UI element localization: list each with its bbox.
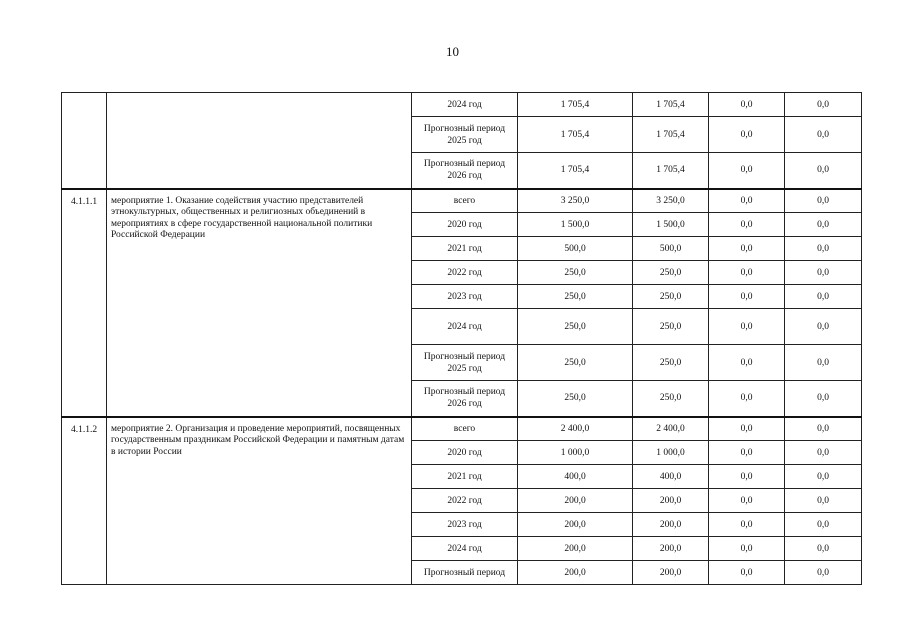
- amount-cell: 1 705,4: [633, 93, 709, 117]
- total-amount-cell: 200,0: [518, 513, 633, 537]
- period-cell: всего: [412, 417, 518, 441]
- total-amount-cell: 1 705,4: [518, 153, 633, 189]
- amount-cell: 1 705,4: [633, 153, 709, 189]
- total-amount-cell: 250,0: [518, 309, 633, 345]
- amount-cell: 0,0: [709, 441, 785, 465]
- total-amount-cell: 1 705,4: [518, 117, 633, 153]
- amount-cell: 0,0: [785, 417, 862, 441]
- amount-cell: 0,0: [785, 561, 862, 585]
- period-cell: 2024 год: [412, 93, 518, 117]
- amount-cell: 1 500,0: [633, 213, 709, 237]
- total-amount-cell: 500,0: [518, 237, 633, 261]
- amount-cell: 1 000,0: [633, 441, 709, 465]
- amount-cell: 0,0: [709, 309, 785, 345]
- period-cell: 2024 год: [412, 537, 518, 561]
- amount-cell: 250,0: [633, 381, 709, 417]
- amount-cell: 0,0: [709, 93, 785, 117]
- total-amount-cell: 2 400,0: [518, 417, 633, 441]
- period-cell: 2021 год: [412, 237, 518, 261]
- amount-cell: 0,0: [785, 441, 862, 465]
- period-cell: Прогнозный период: [412, 561, 518, 585]
- amount-cell: 0,0: [785, 309, 862, 345]
- page-number: 10: [446, 44, 459, 59]
- amount-cell: 3 250,0: [633, 189, 709, 213]
- amount-cell: 0,0: [709, 537, 785, 561]
- total-amount-cell: 200,0: [518, 489, 633, 513]
- total-amount-cell: 400,0: [518, 465, 633, 489]
- amount-cell: 0,0: [785, 345, 862, 381]
- amount-cell: 0,0: [785, 537, 862, 561]
- period-cell: 2024 год: [412, 309, 518, 345]
- total-amount-cell: 200,0: [518, 537, 633, 561]
- amount-cell: 400,0: [633, 465, 709, 489]
- period-cell: Прогнозный период 2025 год: [412, 117, 518, 153]
- period-cell: 2020 год: [412, 213, 518, 237]
- table-row: [62, 189, 862, 213]
- period-cell: 2021 год: [412, 465, 518, 489]
- amount-cell: 0,0: [709, 465, 785, 489]
- amount-cell: 0,0: [709, 345, 785, 381]
- period-cell: Прогнозный период 2026 год: [412, 153, 518, 189]
- amount-cell: 200,0: [633, 561, 709, 585]
- budget-table: [61, 92, 862, 585]
- activity-description: [107, 93, 412, 189]
- amount-cell: 0,0: [709, 189, 785, 213]
- table-row: [62, 93, 862, 117]
- total-amount-cell: 200,0: [518, 561, 633, 585]
- budget-table-body: [62, 93, 862, 585]
- amount-cell: 0,0: [709, 489, 785, 513]
- amount-cell: 0,0: [785, 189, 862, 213]
- amount-cell: 0,0: [785, 465, 862, 489]
- total-amount-cell: 250,0: [518, 261, 633, 285]
- amount-cell: 0,0: [785, 237, 862, 261]
- amount-cell: 200,0: [633, 489, 709, 513]
- total-amount-cell: 250,0: [518, 381, 633, 417]
- period-cell: 2022 год: [412, 489, 518, 513]
- amount-cell: 0,0: [709, 237, 785, 261]
- period-cell: 2022 год: [412, 261, 518, 285]
- amount-cell: 0,0: [785, 117, 862, 153]
- amount-cell: 1 705,4: [633, 117, 709, 153]
- amount-cell: 0,0: [785, 285, 862, 309]
- amount-cell: 0,0: [785, 489, 862, 513]
- amount-cell: 0,0: [785, 381, 862, 417]
- amount-cell: 0,0: [785, 213, 862, 237]
- amount-cell: 250,0: [633, 285, 709, 309]
- total-amount-cell: 1 500,0: [518, 213, 633, 237]
- activity-code: [62, 93, 107, 189]
- amount-cell: 250,0: [633, 345, 709, 381]
- period-cell: 2020 год: [412, 441, 518, 465]
- amount-cell: 0,0: [709, 153, 785, 189]
- amount-cell: 0,0: [709, 513, 785, 537]
- total-amount-cell: 1 705,4: [518, 93, 633, 117]
- amount-cell: 0,0: [709, 381, 785, 417]
- amount-cell: 0,0: [709, 117, 785, 153]
- activity-code: 4.1.1.1: [62, 189, 107, 417]
- amount-cell: 200,0: [633, 513, 709, 537]
- amount-cell: 500,0: [633, 237, 709, 261]
- total-amount-cell: 1 000,0: [518, 441, 633, 465]
- amount-cell: 0,0: [709, 561, 785, 585]
- amount-cell: 0,0: [785, 93, 862, 117]
- amount-cell: 0,0: [709, 417, 785, 441]
- amount-cell: 0,0: [785, 261, 862, 285]
- total-amount-cell: 3 250,0: [518, 189, 633, 213]
- amount-cell: 0,0: [785, 153, 862, 189]
- table-row: [62, 417, 862, 441]
- period-cell: Прогнозный период 2025 год: [412, 345, 518, 381]
- total-amount-cell: 250,0: [518, 285, 633, 309]
- period-cell: Прогнозный период 2026 год: [412, 381, 518, 417]
- amount-cell: 200,0: [633, 537, 709, 561]
- period-cell: 2023 год: [412, 285, 518, 309]
- amount-cell: 0,0: [709, 285, 785, 309]
- activity-description: мероприятие 1. Оказание содействия участию представителей этнокультурных, общественных и религиозных объединений в мероприятиях в сфере государственной национальной политики Российской Федерации: [107, 189, 412, 417]
- total-amount-cell: 250,0: [518, 345, 633, 381]
- period-cell: всего: [412, 189, 518, 213]
- amount-cell: 250,0: [633, 261, 709, 285]
- activity-description: мероприятие 2. Организация и проведение мероприятий, посвященных государственным праздникам Российской Федерации и памятным датам в истории России: [107, 417, 412, 585]
- amount-cell: 0,0: [709, 261, 785, 285]
- amount-cell: 0,0: [709, 213, 785, 237]
- amount-cell: 250,0: [633, 309, 709, 345]
- amount-cell: 0,0: [785, 513, 862, 537]
- activity-code: 4.1.1.2: [62, 417, 107, 585]
- amount-cell: 2 400,0: [633, 417, 709, 441]
- period-cell: 2023 год: [412, 513, 518, 537]
